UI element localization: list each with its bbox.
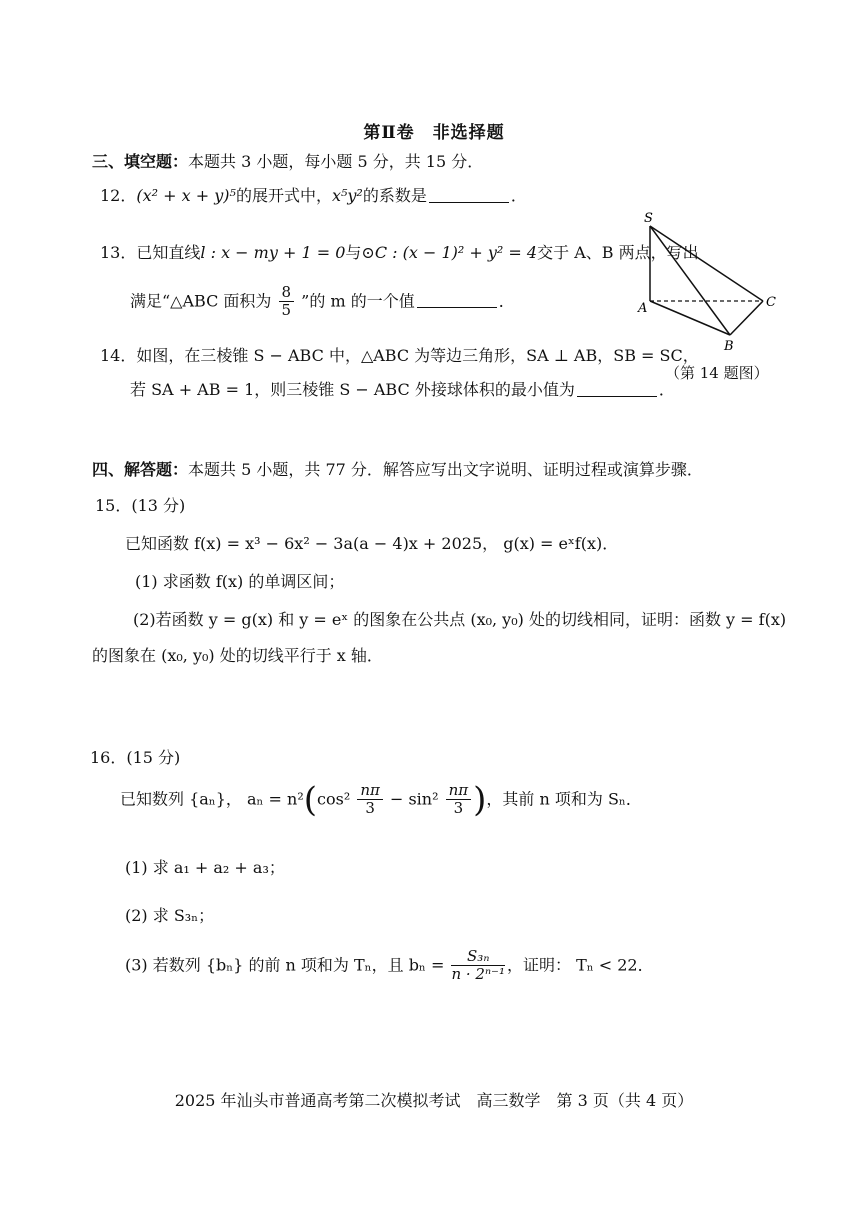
q13-text-d: 满足“△ABC 面积为 xyxy=(130,291,272,311)
q16-part-1: (1) 求 a₁ + a₂ + a₃； xyxy=(125,858,285,877)
pyramid-figure xyxy=(630,208,790,358)
q16-bn-frac-num: S₃ₙ xyxy=(451,948,505,966)
q13-text-e: ”的 m 的一个值 xyxy=(301,291,415,311)
edge-sc xyxy=(650,226,763,301)
q13-text-a: 已知直线 xyxy=(136,243,201,262)
q12-number: 12． xyxy=(100,186,137,205)
q16-part-3-b: ，证明： Tₙ < 22． xyxy=(506,955,654,975)
question-12 xyxy=(100,186,527,205)
section-4-desc: 本题共 5 小题，共 77 分．解答应写出文字说明、证明过程或演算步骤． xyxy=(188,460,703,479)
q14-end: ． xyxy=(658,380,675,399)
q12-term: x⁵y² xyxy=(331,186,363,205)
q14-answer-blank[interactable] xyxy=(577,382,657,397)
q12-tail: 的系数是 xyxy=(362,186,427,205)
q16-bn-frac-den: n · 2ⁿ⁻¹ xyxy=(451,965,505,984)
q16-sin-frac-den: 3 xyxy=(453,799,464,818)
right-paren: ) xyxy=(473,779,487,820)
q16-cos-fraction xyxy=(357,782,383,818)
q13-circle-equation: ⊙C : (x − 1)² + y² = 4 xyxy=(361,243,538,262)
figure-caption: （第 14 题图） xyxy=(665,364,769,382)
page-title: 第Ⅱ卷 非选择题 xyxy=(363,123,505,143)
q13-text-b: 与 xyxy=(345,243,362,262)
section-4-header xyxy=(92,460,703,479)
section-3-header xyxy=(92,152,483,171)
q12-expression: (x² + x + y)⁵ xyxy=(136,186,236,205)
q13-answer-blank[interactable] xyxy=(417,293,497,308)
q16-cos-frac-den: 3 xyxy=(365,799,375,818)
q16-part-2: (2) 求 S₃ₙ； xyxy=(125,906,215,925)
q16-sin-part: − sin² xyxy=(384,789,439,809)
q16-cos-frac-num: nπ xyxy=(357,782,383,800)
q16-part-3-a: (3) 若数列 {bₙ} 的前 n 项和为 Tₙ，且 bₙ = xyxy=(125,955,445,975)
q15-number: 15．(13 分) xyxy=(95,496,186,515)
question-13-line-2 xyxy=(130,284,515,320)
q13-fraction-numerator: 8 xyxy=(279,284,295,302)
q12-mid: 的展开式中， xyxy=(235,186,332,205)
q16-sin-fraction xyxy=(446,782,472,818)
question-13-line-1 xyxy=(100,243,699,262)
q16-cos-part: cos² xyxy=(317,789,351,809)
question-14-line-2 xyxy=(130,380,675,399)
section-3-desc: 本题共 3 小题，每小题 5 分，共 15 分． xyxy=(188,152,484,171)
q12-end: ． xyxy=(510,186,527,205)
q15-stem: 已知函数 f(x) = x³ − 6x² − 3a(a − 4)x + 2025， g(x) = eˣf(x)． xyxy=(125,534,619,553)
q14-number: 14． xyxy=(100,346,137,365)
q15-part-2: (2)若函数 y = g(x) 和 y = eˣ 的图象在公共点 (x₀, y₀) 处的切线相同，证明：函数 y = f(x) xyxy=(133,610,787,629)
q13-area-fraction xyxy=(279,284,295,320)
q13-number: 13． xyxy=(100,243,137,262)
q14-text-2: 若 SA + AB = 1，则三棱锥 S − ABC 外接球体积的最小值为 xyxy=(130,380,575,399)
vertex-label-c: C xyxy=(766,295,776,310)
q16-bn-fraction xyxy=(451,948,505,984)
q16-stem-b: ，其前 n 项和为 Sₙ． xyxy=(486,789,642,809)
q15-part-2-continued: 的图象在 (x₀, y₀) 处的切线平行于 x 轴． xyxy=(92,646,383,665)
edge-bc xyxy=(730,301,763,335)
vertex-label-s: S xyxy=(644,211,653,226)
q12-answer-blank[interactable] xyxy=(429,188,509,203)
section-4-heading: 四、解答题： xyxy=(92,460,189,479)
q16-sin-frac-num: nπ xyxy=(446,782,472,800)
question-14-line-1 xyxy=(100,346,699,365)
q16-stem xyxy=(120,779,642,820)
section-3-heading: 三、填空题： xyxy=(92,152,189,171)
vertex-label-b: B xyxy=(724,339,734,354)
q16-stem-a: 已知数列 {aₙ}， aₙ = n² xyxy=(120,789,304,809)
vertex-label-a: A xyxy=(638,301,648,316)
q14-text-1: 如图，在三棱锥 S − ABC 中，△ABC 为等边三角形，SA ⊥ AB，SB = SC， xyxy=(136,346,699,365)
page-footer: 2025 年汕头市普通高考第二次模拟考试 高三数学 第 3 页（共 4 页） xyxy=(174,1091,694,1110)
left-paren: ( xyxy=(303,779,318,820)
q13-text-c: 交于 A、B 两点，写出 xyxy=(537,243,699,262)
q13-line-equation: l : x − my + 1 = 0 xyxy=(200,243,346,262)
q16-number: 16．(15 分) xyxy=(90,748,181,767)
q16-part-3 xyxy=(125,948,654,984)
q13-fraction-denominator: 5 xyxy=(281,301,292,320)
q15-part-1: (1) 求函数 f(x) 的单调区间； xyxy=(135,572,345,591)
q13-end: ． xyxy=(498,291,515,311)
